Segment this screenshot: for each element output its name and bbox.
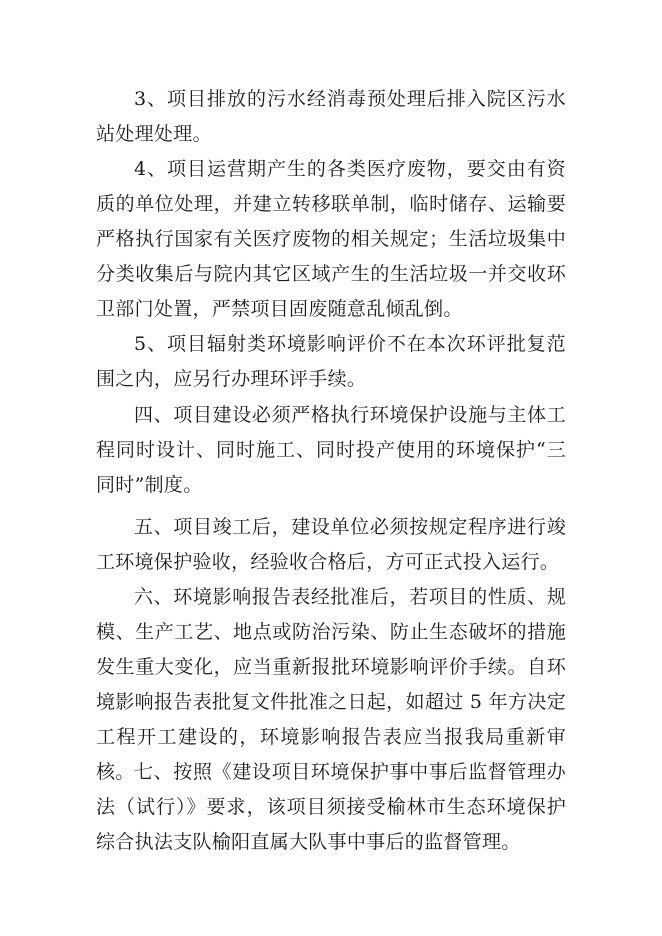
paragraph-section-five: 五、项目竣工后，建设单位必须按规定程序进行竣工环境保护验收，经验收合格后，方可正式投入运行。: [96, 516, 566, 573]
paragraph-item-3: 3、项目排放的污水经消毒预处理后排入院区污水站处理处理。: [96, 88, 566, 145]
paragraph-section-six: 六、环境影响报告表经批准后，若项目的性质、规模、生产工艺、地点或防治污染、防止生态破坏的措施发生重大变化，应当重新报批环境影响评价手续。自环境影响报告表批复文件批准之日起，如超过 5 年方决定工程开工建设的，环境影响报告表应当报我局重新审核。: [96, 586, 566, 783]
paragraph-section-four: 四、项目建设必须严格执行环境保护设施与主体工程同时设计、同时施工、同时投产使用的环境保护“三同时”制度。: [96, 404, 566, 496]
paragraph-item-5: 5、项目辐射类环境影响评价不在本次环评批复范围之内，应另行办理环评手续。: [96, 333, 566, 390]
paragraph-section-seven: 七、按照《建设项目环境保护事中事后监督管理办法（试行）》要求，该项目须接受榆林市生态环境保护综合执法支队榆阳直属大队事中事后的监督管理。: [96, 761, 566, 853]
paragraph-item-4: 4、项目运营期产生的各类医疗废物，要交由有资质的单位处理，并建立转移联单制，临时储存、运输要严格执行国家有关医疗废物的相关规定；生活垃圾集中分类收集后与院内其它区域产生的生活垃圾一并交收环卫部门处置，严禁项目固废随意乱倾乱倒。: [96, 158, 566, 320]
